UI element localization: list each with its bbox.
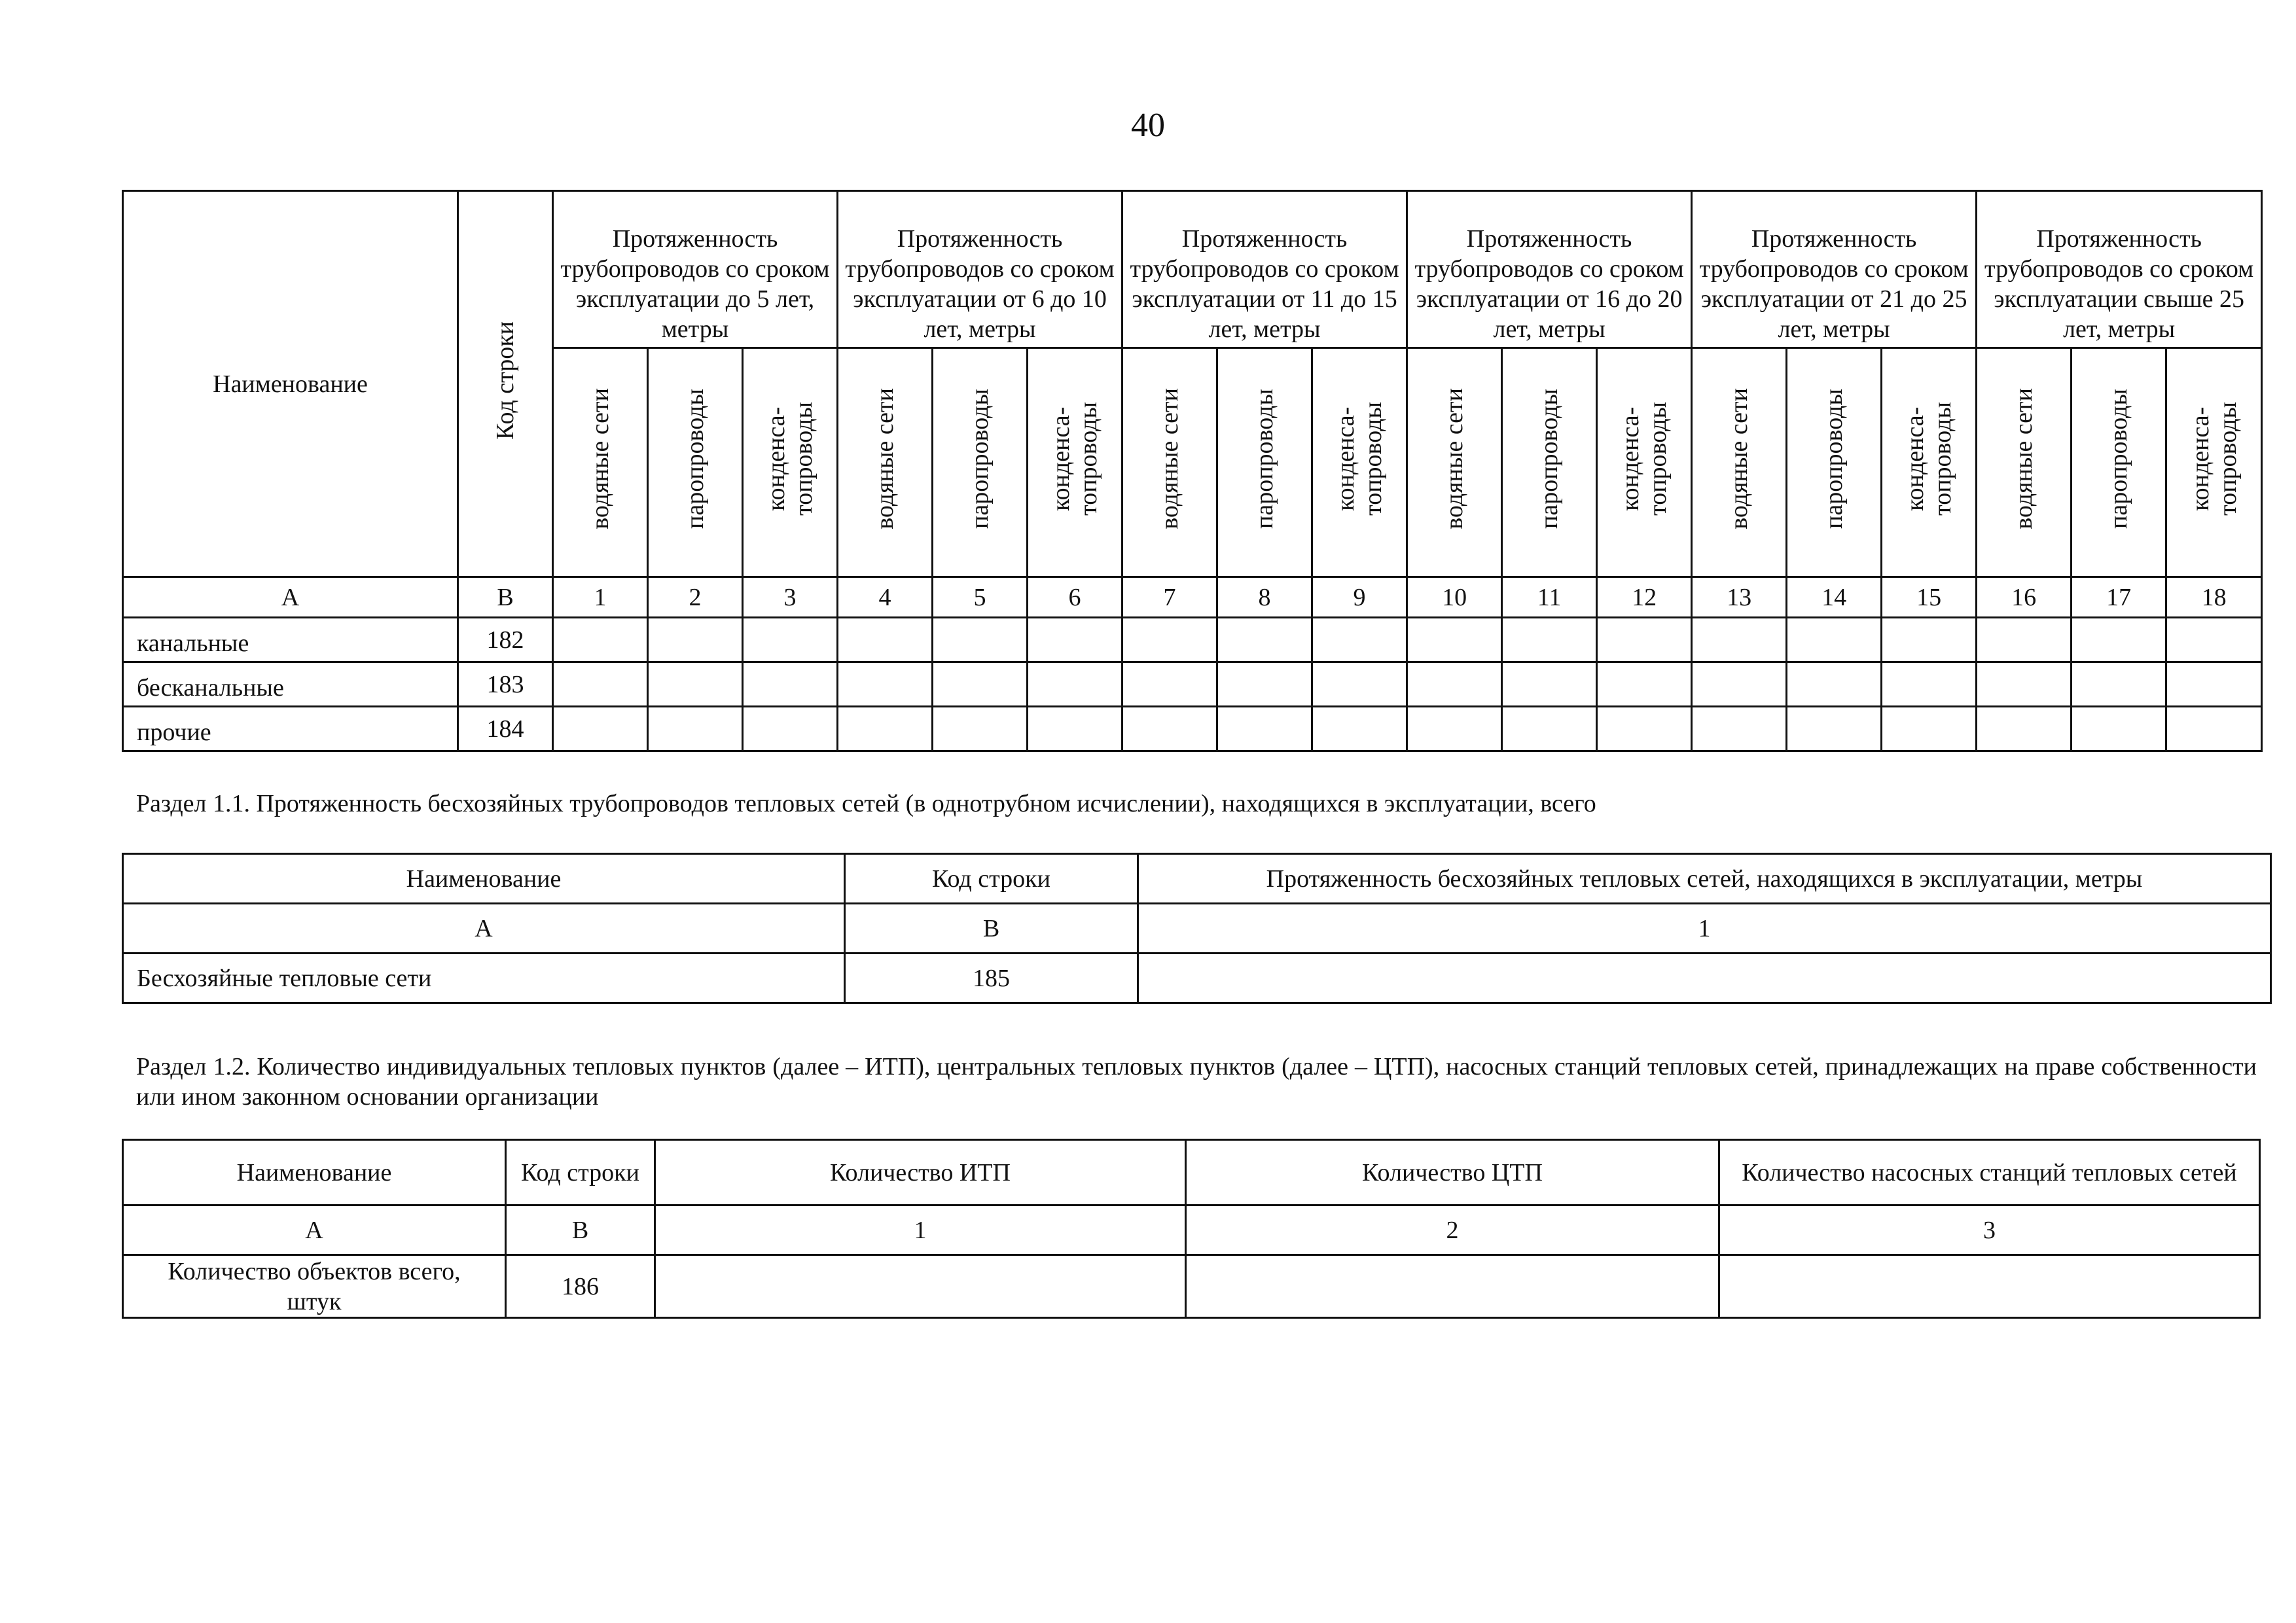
empty-cell — [655, 1255, 1186, 1318]
header-ctp: Количество ЦТП — [1186, 1140, 1719, 1205]
index-cell: 11 — [1502, 577, 1597, 618]
index-cell: 1 — [553, 577, 648, 618]
header-itp: Количество ИТП — [655, 1140, 1186, 1205]
sub-header-label: водяные сети — [1156, 388, 1184, 529]
index-cell: 10 — [1407, 577, 1502, 618]
empty-cell — [1977, 707, 2072, 751]
sub-header-label: конденса- топроводы — [2186, 402, 2242, 516]
empty-cell — [1217, 707, 1312, 751]
empty-cell — [1217, 662, 1312, 707]
index-cell: 6 — [1028, 577, 1122, 618]
row-name: Количество объектов всего, штук — [123, 1255, 506, 1318]
index-cell: В — [458, 577, 553, 618]
index-cell: В — [506, 1205, 655, 1255]
index-cell: 8 — [1217, 577, 1312, 618]
sub-header-label: конденса- топроводы — [1901, 402, 1957, 516]
empty-cell — [743, 618, 838, 662]
sub-header-cell — [1787, 348, 1882, 577]
group-header-3: Протяженность трубопроводов со сроком эксплуатации от 11 до 15 лет, метры — [1122, 191, 1407, 348]
empty-cell — [1138, 954, 2271, 1003]
sub-header-label: конденса- топроводы — [1332, 402, 1388, 516]
empty-cell — [933, 618, 1028, 662]
sub-header-cell — [1028, 348, 1122, 577]
index-cell: 4 — [838, 577, 933, 618]
empty-cell — [648, 662, 743, 707]
row-name: прочие — [123, 707, 458, 751]
empty-cell — [1122, 707, 1217, 751]
empty-cell — [1787, 662, 1882, 707]
index-cell: А — [123, 577, 458, 618]
group-header-1: Протяженность трубопроводов со сроком эксплуатации до 5 лет, метры — [553, 191, 838, 348]
header-length: Протяженность бесхозяйных тепловых сетей, находящихся в эксплуатации, метры — [1138, 854, 2271, 904]
sub-header-cell — [1122, 348, 1217, 577]
index-cell: 7 — [1122, 577, 1217, 618]
sub-header-cell — [838, 348, 933, 577]
empty-cell — [1407, 707, 1502, 751]
empty-cell — [2072, 618, 2166, 662]
empty-cell — [2166, 707, 2262, 751]
row-name: бесканальные — [123, 662, 458, 707]
code-header: Код строки — [458, 191, 553, 577]
empty-cell — [1186, 1255, 1719, 1318]
sub-header-label: паропроводы — [1820, 389, 1848, 529]
sub-header-label: водяные сети — [1725, 388, 1753, 529]
index-cell: 1 — [1138, 904, 2271, 954]
index-cell: 3 — [743, 577, 838, 618]
empty-cell — [1977, 662, 2072, 707]
empty-cell — [1407, 662, 1502, 707]
sub-header-cell — [2072, 348, 2166, 577]
empty-cell — [1597, 618, 1692, 662]
empty-cell — [1122, 662, 1217, 707]
sub-header-cell — [648, 348, 743, 577]
sub-header-cell — [933, 348, 1028, 577]
group-header-2: Протяженность трубопроводов со сроком эксплуатации от 6 до 10 лет, метры — [838, 191, 1122, 348]
empty-cell — [1407, 618, 1502, 662]
group-header-5: Протяженность трубопроводов со сроком эксплуатации от 21 до 25 лет, метры — [1692, 191, 1977, 348]
sub-header-label: водяные сети — [1441, 388, 1469, 529]
index-cell: 14 — [1787, 577, 1882, 618]
sub-header-label: конденса- топроводы — [762, 402, 817, 516]
row-code: 186 — [506, 1255, 655, 1318]
index-cell: 9 — [1312, 577, 1407, 618]
empty-cell — [553, 707, 648, 751]
index-cell: 5 — [933, 577, 1028, 618]
index-cell: 13 — [1692, 577, 1787, 618]
row-name: Бесхозяйные тепловые сети — [123, 954, 845, 1003]
empty-cell — [1787, 707, 1882, 751]
empty-cell — [933, 662, 1028, 707]
empty-cell — [2072, 662, 2166, 707]
sub-header-cell — [1407, 348, 1502, 577]
index-cell: 12 — [1597, 577, 1692, 618]
empty-cell — [648, 707, 743, 751]
header-code: Код строки — [845, 854, 1138, 904]
index-cell: 16 — [1977, 577, 2072, 618]
sub-header-cell — [1692, 348, 1787, 577]
sub-header-label: водяные сети — [586, 388, 614, 529]
section-1-2-caption: Раздел 1.2. Количество индивидуальных тепловых пунктов (далее – ИТП), центральных тепловых пунктов (далее – ЦТП), насосных станций тепловых сетей, принадлежащих на праве собственности или ином законном основании организации — [136, 1053, 2257, 1111]
row-code: 182 — [458, 618, 553, 662]
index-cell: А — [123, 1205, 506, 1255]
empty-cell — [838, 618, 933, 662]
empty-cell — [1028, 662, 1122, 707]
empty-cell — [1502, 618, 1597, 662]
sub-header-cell — [743, 348, 838, 577]
empty-cell — [553, 662, 648, 707]
header-pump-stations: Количество насосных станций тепловых сетей — [1719, 1140, 2260, 1205]
empty-cell — [1028, 618, 1122, 662]
index-cell: 3 — [1719, 1205, 2260, 1255]
sub-header-cell — [1312, 348, 1407, 577]
index-cell: В — [845, 904, 1138, 954]
row-code: 183 — [458, 662, 553, 707]
index-cell: 1 — [655, 1205, 1186, 1255]
sub-header-label: паропроводы — [1251, 389, 1279, 529]
section-1-1-caption: Раздел 1.1. Протяженность бесхозяйных трубопроводов тепловых сетей (в однотрубном исчислении), находящихся в эксплуатации, всего — [136, 790, 1596, 817]
empty-cell — [743, 707, 838, 751]
empty-cell — [2166, 662, 2262, 707]
empty-cell — [1312, 662, 1407, 707]
empty-cell — [1597, 707, 1692, 751]
pipeline-length-table — [122, 190, 2263, 752]
sub-header-label: конденса- топроводы — [1047, 402, 1103, 516]
sub-header-label: паропроводы — [681, 389, 709, 529]
sub-header-cell — [1597, 348, 1692, 577]
index-cell: 17 — [2072, 577, 2166, 618]
empty-cell — [1692, 662, 1787, 707]
empty-cell — [1977, 618, 2072, 662]
empty-cell — [1217, 618, 1312, 662]
sub-header-cell — [1502, 348, 1597, 577]
heat-points-count-table — [122, 1139, 2261, 1319]
empty-cell — [1719, 1255, 2260, 1318]
empty-cell — [838, 662, 933, 707]
row-name: канальные — [123, 618, 458, 662]
empty-cell — [648, 618, 743, 662]
ownerless-networks-table — [122, 853, 2272, 1004]
sub-header-cell — [2166, 348, 2262, 577]
empty-cell — [1312, 707, 1407, 751]
empty-cell — [743, 662, 838, 707]
sub-header-cell — [1977, 348, 2072, 577]
empty-cell — [1882, 707, 1977, 751]
index-cell: 18 — [2166, 577, 2262, 618]
name-header: Наименование — [123, 191, 458, 577]
empty-cell — [1122, 618, 1217, 662]
index-cell: А — [123, 904, 845, 954]
empty-cell — [1882, 618, 1977, 662]
sub-header-cell — [553, 348, 648, 577]
header-name: Наименование — [123, 854, 845, 904]
empty-cell — [933, 707, 1028, 751]
sub-header-label: паропроводы — [1535, 389, 1564, 529]
index-cell: 2 — [1186, 1205, 1719, 1255]
group-header-4: Протяженность трубопроводов со сроком эксплуатации от 16 до 20 лет, метры — [1407, 191, 1692, 348]
index-cell: 2 — [648, 577, 743, 618]
index-cell: 15 — [1882, 577, 1977, 618]
empty-cell — [1787, 618, 1882, 662]
page-number: 40 — [1131, 107, 1165, 144]
empty-cell — [1692, 618, 1787, 662]
empty-cell — [1692, 707, 1787, 751]
sub-header-label: водяные сети — [2010, 388, 2038, 529]
sub-header-label: паропроводы — [2105, 389, 2133, 529]
empty-cell — [838, 707, 933, 751]
empty-cell — [2072, 707, 2166, 751]
empty-cell — [1882, 662, 1977, 707]
sub-header-label: конденса- топроводы — [1617, 402, 1672, 516]
sub-header-cell — [1882, 348, 1977, 577]
sub-header-cell — [1217, 348, 1312, 577]
sub-header-label: паропроводы — [966, 389, 994, 529]
empty-cell — [1502, 707, 1597, 751]
empty-cell — [1502, 662, 1597, 707]
header-name: Наименование — [123, 1140, 506, 1205]
empty-cell — [1312, 618, 1407, 662]
empty-cell — [1597, 662, 1692, 707]
row-code: 185 — [845, 954, 1138, 1003]
empty-cell — [553, 618, 648, 662]
empty-cell — [2166, 618, 2262, 662]
header-code: Код строки — [506, 1140, 655, 1205]
sub-header-label: водяные сети — [871, 388, 899, 529]
group-header-6: Протяженность трубопроводов со сроком эксплуатации свыше 25 лет, метры — [1977, 191, 2262, 348]
empty-cell — [1028, 707, 1122, 751]
row-code: 184 — [458, 707, 553, 751]
